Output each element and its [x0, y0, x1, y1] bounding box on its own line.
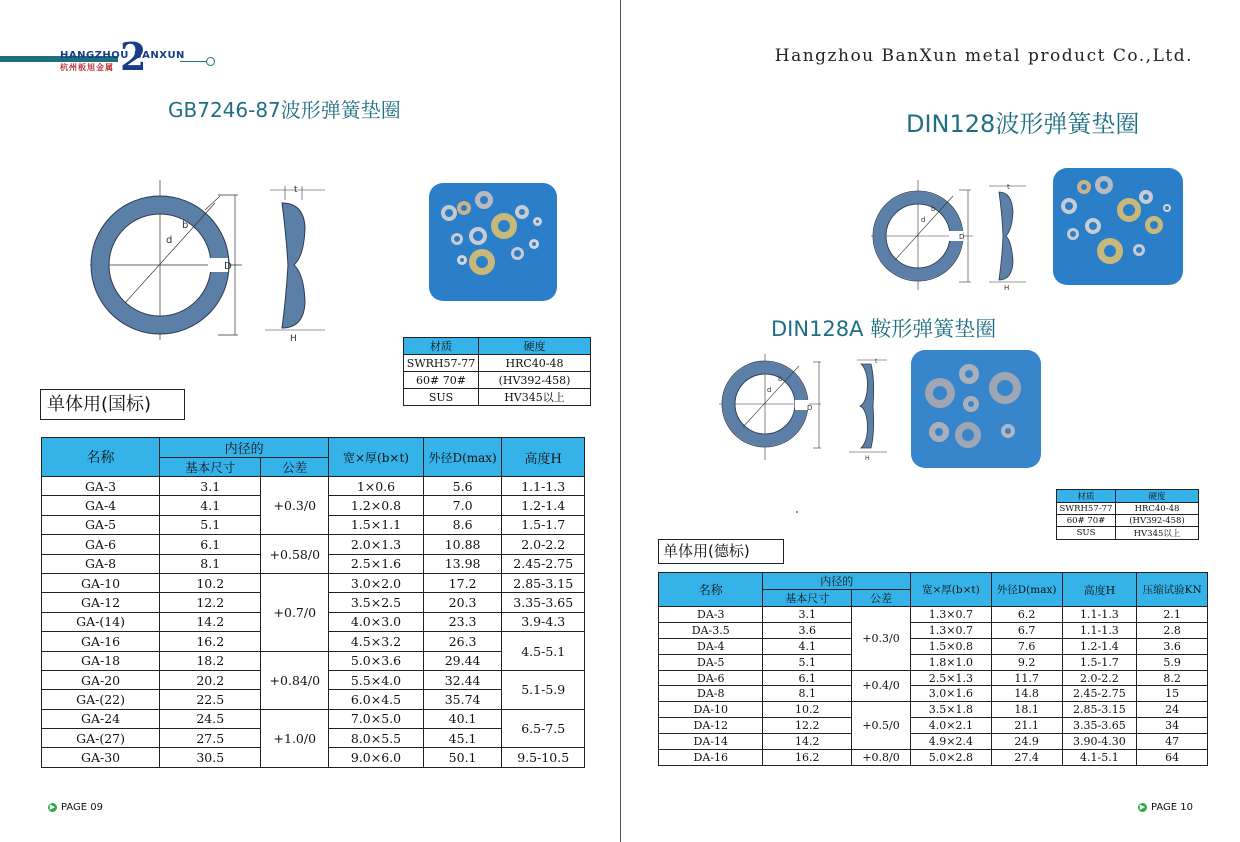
col-name: 名称	[42, 438, 160, 477]
table-row: GA-10 10.2 +0.7/0 3.0×2.0 17.2 2.85-3.15	[42, 573, 585, 592]
logo-chinese: 杭州板旭金属	[60, 63, 114, 72]
table-row: DA-16 16.2 +0.8/0 5.0×2.8 27.4 4.1-5.1 64	[659, 750, 1208, 766]
svg-text:b: b	[931, 205, 936, 213]
material-header-hardness: 硬度	[479, 338, 591, 355]
page-10	[620, 0, 1240, 842]
table-row: GA-30 30.5 9.0×6.0 50.1 9.5-10.5	[42, 748, 585, 767]
din128-washer-diagram	[871, 178, 1051, 293]
table-row: GA-12 12.2 3.5×2.5 20.3 3.35-3.65	[42, 593, 585, 612]
din-section-label: 单体用(德标)	[658, 539, 784, 564]
din128-title: DIN128波形弹簧垫圈	[906, 110, 1140, 138]
table-row: DA-6 6.1 +0.4/0 2.5×1.3 11.7 2.0-2.2 8.2	[659, 670, 1208, 686]
col-inner: 内径的	[160, 438, 329, 458]
col-od: 外径D(max)	[423, 438, 502, 477]
label-t: t	[294, 185, 298, 195]
table-row: DA-3.5 3.6 1.3×0.7 6.7 1.1-1.3 2.8	[659, 622, 1208, 638]
logo-word-hangzhou: HANGZHOU	[60, 50, 129, 61]
table-row: DA-10 10.2 +0.5/0 3.5×1.8 18.1 2.85-3.15 24	[659, 702, 1208, 718]
gb-spec-table	[41, 437, 585, 768]
svg-text:H: H	[865, 455, 870, 462]
table-row: GA-3 3.1 +0.3/0 1×0.6 5.6 1.1-1.3	[42, 477, 585, 496]
table-row: DA-8 8.1 3.0×1.6 14.8 2.45-2.75 15	[659, 686, 1208, 702]
logo-mark: 2	[120, 34, 147, 79]
svg-text:d: d	[921, 216, 926, 224]
table-row: GA-(27) 27.5 8.0×5.5 45.1	[42, 729, 585, 748]
din128a-title: DIN128A 鞍形弹簧垫圈	[771, 317, 997, 341]
material-header-material: 材质	[404, 338, 479, 355]
logo-word-banxun: BANXUN	[134, 50, 185, 61]
table-row: GA-6 6.1 +0.58/0 2.0×1.3 10.88 2.0-2.2	[42, 535, 585, 554]
col-bt: 宽×厚(b×t)	[329, 438, 424, 477]
col-h: 高度H	[502, 438, 585, 477]
svg-text:H: H	[1004, 284, 1010, 292]
table-row: DA-12 12.2 4.0×2.1 21.1 3.35-3.65 34	[659, 718, 1208, 734]
gb-title: GB7246-87波形弹簧垫圈	[168, 98, 401, 122]
table-row: GA-(22) 22.5 6.0×4.5 35.74	[42, 690, 585, 709]
svg-text:t: t	[875, 358, 878, 365]
col-tol: 公差	[261, 458, 329, 477]
label-d: d	[166, 235, 173, 246]
table-row: GA-16 16.2 4.5×3.2 26.3 4.5-5.1	[42, 632, 585, 651]
logo-line	[180, 61, 208, 62]
din-material-table: 材质 硬度 SWRH57-77 HRC40-48 60# 70# (HV392-458) SUS HV345以上	[1056, 489, 1199, 540]
table-row: GA-4 4.1 1.2×0.8 7.0 1.2-1.4	[42, 496, 585, 515]
din128-washer-photo	[1053, 168, 1183, 285]
table-row: DA-5 5.1 1.8×1.0 9.2 1.5-1.7 5.9	[659, 654, 1208, 670]
logo-dot	[206, 57, 215, 66]
table-row: GA-8 8.1 2.5×1.6 13.98 2.45-2.75	[42, 554, 585, 573]
gb-washer-diagram	[90, 178, 350, 343]
din-spec-table: 名称 内径的 宽×厚(b×t) 外径D(max) 高度H 压缩试验KN 基本尺寸 公差 DA-3 3.1 +0.3/0 1.3×0.7 6.2 1.1-1.3 2.1 DA-3.5 3.6 1.3×0.7 6.7 1.1-1.3 2.8 DA-4 4.1 1.5×0.8 7.6 1.2-1.4 3.6 DA-5 5.1 1.8×1.0 9.2 1.5-1.7 5.9 DA-6 6.1 +0.4/0 2.5×1.3 11.7 2.0-2.2 8.2 DA-8 8.1 3.0×1.6 14.8 2.45-2.75 15 DA-10 10.2 +0.5/0 3.5×1.8 18.1 2.85-3.15 24 DA-12 12.2 4.0×2.1 21.1 3.35-3.65 34 DA-14 14.2 4.9×2.4 24.9 3.90-4.30 47 DA-16 16.2 +0.8/0 5.0×2.8 27.4 4.1-5.1 64	[658, 572, 1208, 766]
gb-material-table: 材质 硬度 SWRH57-77 HRC40-48 60# 70# (HV392-458) SUS HV345以上	[403, 337, 591, 406]
arrow-right-icon: ▶	[1139, 803, 1146, 811]
table-row: DA-3 3.1 +0.3/0 1.3×0.7 6.2 1.1-1.3 2.1	[659, 607, 1208, 623]
table-row: DA-4 4.1 1.5×0.8 7.6 1.2-1.4 3.6	[659, 638, 1208, 654]
svg-text:t: t	[1007, 183, 1010, 191]
svg-text:b: b	[778, 375, 783, 383]
gb-section-label: 单体用(国标)	[40, 389, 185, 420]
table-row: GA-18 18.2 +0.84/0 5.0×3.6 29.44	[42, 651, 585, 670]
table-row: GA-(14) 14.2 4.0×3.0 23.3 3.9-4.3	[42, 612, 585, 631]
col-basic: 基本尺寸	[160, 458, 261, 477]
table-row: GA-5 5.1 1.5×1.1 8.6 1.5-1.7	[42, 515, 585, 534]
table-row: GA-20 20.2 5.5×4.0 32.44 5.1-5.9	[42, 670, 585, 689]
svg-text:D: D	[959, 233, 965, 241]
label-b: b	[182, 220, 189, 231]
stray-dot	[796, 511, 798, 513]
svg-text:D: D	[807, 404, 813, 412]
page-number-left: ▶ PAGE 09	[49, 802, 104, 813]
page-number-right: ▶ PAGE 10	[1139, 802, 1194, 813]
label-H: H	[290, 334, 297, 343]
din128a-washer-photo	[911, 350, 1041, 468]
table-row: GA-24 24.5 +1.0/0 7.0×5.0 40.1 6.5-7.5	[42, 709, 585, 728]
label-D: D	[224, 261, 232, 272]
arrow-right-icon: ▶	[49, 803, 56, 811]
gb-washer-photo	[429, 183, 557, 301]
svg-text:d: d	[767, 386, 772, 394]
din128a-washer-diagram	[719, 352, 919, 464]
company-name: Hangzhou BanXun metal product Co.,Ltd.	[774, 46, 1193, 66]
table-row: DA-14 14.2 4.9×2.4 24.9 3.90-4.30 47	[659, 734, 1208, 750]
